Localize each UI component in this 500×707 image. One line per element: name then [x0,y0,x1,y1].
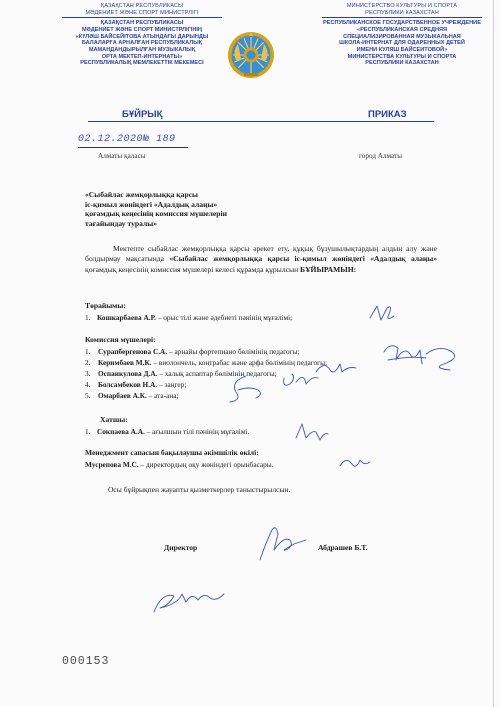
state-emblem-icon [226,30,276,80]
manager-row: Мусрепова М.С. – директордың оқу жөніндегі орынбасары. [85,460,274,469]
member-row: 5. Омарбаев А.К. – ата-ана; [85,391,179,400]
signature-director [250,522,310,564]
city-kz: Алматы қаласы [98,152,146,160]
familiarize-note: Осы бұйрықпен жауапты қызметкерлер таныстырылсын. [108,485,291,494]
signature-member-4 [222,372,268,408]
chair-row: 1. Кошкарбаева А.Р. – орыс тілі және әдебиеті пәнінің мұғалімі; [85,313,293,322]
director-name: Абдрашев Б.Т. [318,543,368,552]
member-row: 4. Болсамбеков Н.А. – заңгер; [85,380,187,389]
secretary-row: 1. Сокпаева А.А. – ағылшын тілі пәнінің мұғалімі. [85,427,250,436]
signature-bottom [148,582,228,618]
doc-type-ru: ПРИКАЗ [368,109,407,120]
signature-manager [336,454,372,472]
handwritten-date: 02.12.2020№ 189 [78,134,176,145]
header-divider [88,121,434,122]
signature-member-1 [380,340,470,380]
scan-edge [493,0,494,707]
member-row: 2. Керимбаев М.К. – виолончель, контрабас және арфа бөлімінің педагогы; [85,358,328,367]
manager-label: Менеджмент сапасын бақылаушы әкімшілік өкілі: [85,448,259,457]
header-right-rule [322,17,482,18]
signature-member-3 [278,368,322,390]
signature-secretary [290,420,330,446]
city-ru: город Алматы [359,152,403,160]
header-left-body: ҚАЗАҚСТАН РЕСПУБЛИКАСЫ МӘДЕНИЕТ ЖӘНЕ СПОРТ МИНИСТРЛІГІНІҢ «КҮЛӘШ БАЙСЕЙІТОВА АТЫНДАҒЫ ДАРЫНДЫ БАЛАЛАРҒА АРНАЛҒАН РЕСПУБЛИКАЛЫҚ МАМАНДАНДЫРЫЛҒАН МУЗЫКАЛЫҚ ОРТА МЕКТЕП-ИНТЕРНАТЫ» РЕСПУБЛИКАЛЫҚ МЕМЛЕКЕТТІК МЕКЕМЕСІ [75,20,209,67]
chair-label: Төрайымы: [85,301,126,310]
header-right [304,3,500,67]
header-right-top: МИНИСТЕРСТВО КУЛЬТУРЫ И СПОРТА РЕСПУБЛИКИ КАЗАХСТАН [346,3,458,16]
header-left-top: ҚАЗАҚСТАН РЕСПУБЛИКАСЫ МӘДЕНИЕТ ЖӘНЕ СПОРТ МИНИСТРЛІГІ [85,3,199,16]
member-row: 1. Сурапбергенова С.А. – арнайы фортепиано бөлімінің педагогы; [85,347,300,356]
header-right-body: РЕСПУБЛИКАНСКОЕ ГОСУДАРСТВЕННОЕ УЧРЕЖДЕНИЕ «РЕСПУБЛИКАНСКАЯ СРЕДНЯЯ СПЕЦИАЛИЗИРОВАННАЯ МУЗЫКАЛЬНАЯ ШКОЛА-ИНТЕРНАТ ДЛЯ ОДАРЕННЫХ ДЕТЕЙ ИМЕНИ КУЛЯШ БАЙСЕИТОВОЙ» МИНИСТЕРСТВА КУЛЬТУРЫ И СПОРТА РЕСПУБЛИКИ КАЗАХСТАН [323,20,481,67]
secretary-label: Хатшы: [100,415,128,424]
doc-type-kz: БҰЙРЫҚ [122,109,163,120]
member-row: 3. Оспанкулова Д.А. – халық аспаптар бөлімінің педагогы; [85,369,277,378]
header-left [44,3,240,67]
date-underline [78,147,188,148]
header-left-rule [62,17,222,18]
order-title: «Сыбайлас жемқорлыққа қарсы іс-қимыл жөніндегі «Адалдық алаңы» қоғамдық кеңесінің комиссия мүшелерін тағайындау туралы» [85,190,227,228]
members-label: Комиссия мүшелері: [85,335,156,344]
director-title: Директор [164,543,198,552]
serial-number: 000153 [62,655,110,668]
intro-paragraph: Мектепте сыбайлас жемқорлыққа қарсы әрекет ету, құқық бұзушылықтардың алдын алу және болдырмау мақсатында «Сыбайлас жемқорлыққа қарсы іс-қимыл жөніндегі «Адалдық алаңы» қоғамдық кеңесінің комиссия мүшелері келесі құрамда құрылсын БҰЙЫРАМЫН: [85,244,437,274]
signature-chair [367,302,397,324]
